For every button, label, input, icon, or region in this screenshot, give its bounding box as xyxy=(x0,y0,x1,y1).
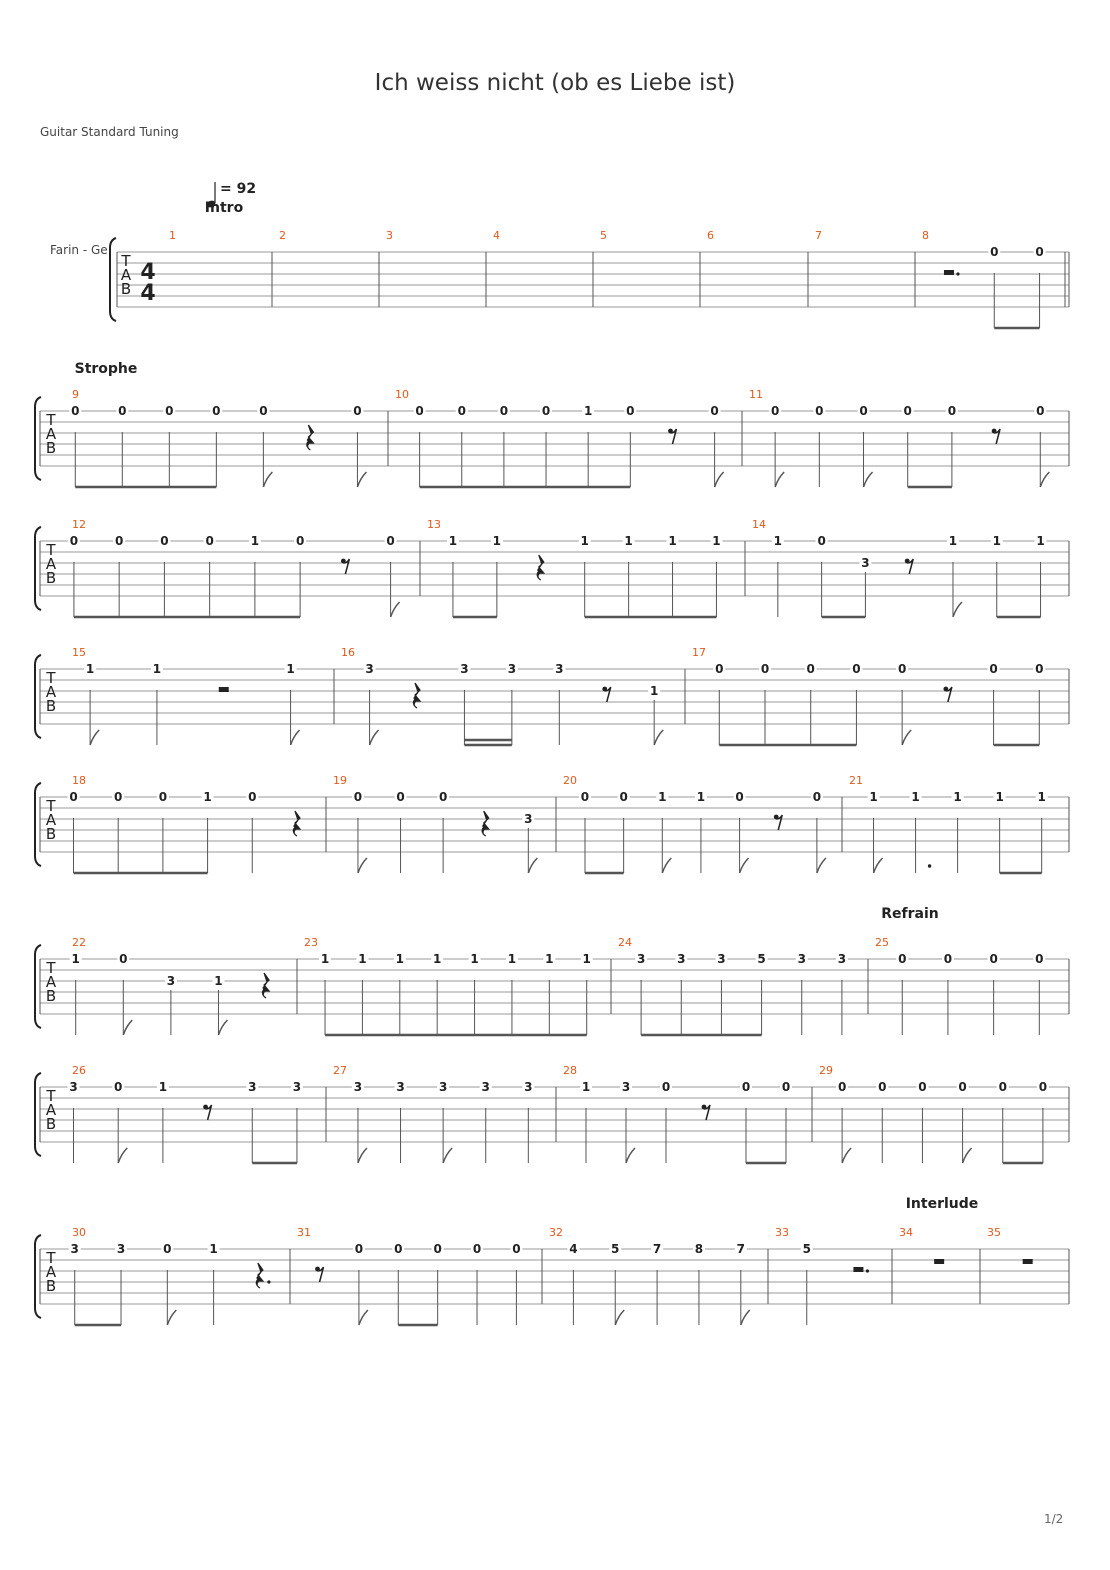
rest-dot xyxy=(956,272,959,275)
measure-number: 2 xyxy=(279,229,286,242)
fret-number: 0 xyxy=(353,790,363,804)
fret-number: 0 xyxy=(69,790,78,804)
fret-number: 1 xyxy=(85,662,95,676)
measure-number: 25 xyxy=(875,936,889,949)
fret-number: 5 xyxy=(802,1242,811,1256)
measure-number: 8 xyxy=(922,229,929,242)
measure-number: 31 xyxy=(297,1226,311,1239)
fret-number: 0 xyxy=(415,404,424,418)
eighth-flag xyxy=(263,472,272,487)
fret-number: 7 xyxy=(652,1242,662,1256)
tab-clef-letter: T xyxy=(121,252,131,270)
fret-number: 3 xyxy=(797,952,806,966)
fret-number: 0 xyxy=(158,790,168,804)
fret-number: 1 xyxy=(214,974,223,988)
eighth-flag xyxy=(902,730,911,745)
fret-number: 0 xyxy=(71,404,80,418)
fret-number: 1 xyxy=(658,790,667,804)
fret-number: 3 xyxy=(621,1080,631,1094)
fret-number: 1 xyxy=(158,1080,168,1094)
measure-number: 22 xyxy=(72,936,86,949)
measure-number: 19 xyxy=(333,774,347,787)
fret-number: 0 xyxy=(990,245,999,259)
fret-number: 1 xyxy=(448,534,458,548)
fret-number: 1 xyxy=(1036,534,1045,548)
measure-number: 30 xyxy=(72,1226,86,1239)
fret-number: 1 xyxy=(583,404,593,418)
tab-clef-letter: B xyxy=(45,1277,57,1295)
tab-clef-letter: T xyxy=(46,1087,56,1105)
measure-number: 16 xyxy=(341,646,355,659)
tab-clef-letter: A xyxy=(45,425,57,443)
eighth-flag xyxy=(775,472,784,487)
fret-number: 1 xyxy=(203,790,212,804)
fret-number: 4 xyxy=(569,1242,578,1256)
fret-number: 1 xyxy=(649,684,659,698)
fret-number: 3 xyxy=(396,1080,405,1094)
eighth-flag xyxy=(1040,472,1049,487)
eighth-flag xyxy=(118,1148,127,1163)
eighth-flag xyxy=(167,1310,176,1325)
quarter-rest xyxy=(256,1263,263,1288)
fret-number: 0 xyxy=(715,662,724,676)
tab-clef-letter: A xyxy=(45,973,57,991)
fret-number: 0 xyxy=(989,662,998,676)
tab-clef-letter: A xyxy=(45,555,57,573)
fret-number: 0 xyxy=(386,534,395,548)
eighth-flag xyxy=(615,1310,624,1325)
eighth-flag xyxy=(291,730,300,745)
measure-number: 21 xyxy=(849,774,863,787)
fret-number: 1 xyxy=(911,790,920,804)
measure-number: 18 xyxy=(72,774,86,787)
fret-number: 0 xyxy=(541,404,551,418)
instrument-name: Farin - Ge xyxy=(50,243,108,257)
fret-number: 5 xyxy=(611,1242,620,1256)
tab-clef-letter: B xyxy=(45,987,57,1005)
fret-number: 0 xyxy=(114,790,123,804)
eighth-flag xyxy=(842,1148,851,1163)
fret-number: 0 xyxy=(259,404,268,418)
time-signature-bottom: 4 xyxy=(140,281,156,306)
fret-number: 0 xyxy=(770,404,780,418)
measure-number: 11 xyxy=(749,388,763,401)
quarter-rest xyxy=(413,683,420,708)
fret-number: 0 xyxy=(878,1080,887,1094)
fret-number: 1 xyxy=(773,534,783,548)
section-label: Strophe xyxy=(74,361,138,377)
fret-number: 3 xyxy=(507,662,517,676)
measure-number: 6 xyxy=(707,229,714,242)
tab-clef-letter: B xyxy=(120,280,132,298)
eighth-flag xyxy=(654,730,663,745)
fret-number: 0 xyxy=(781,1080,791,1094)
measure-number: 33 xyxy=(775,1226,789,1239)
fret-number: 1 xyxy=(995,790,1004,804)
tuning-label: Guitar Standard Tuning xyxy=(40,125,179,139)
fret-number: 0 xyxy=(661,1080,671,1094)
tab-clef-letter: A xyxy=(45,1263,57,1281)
fret-number: 3 xyxy=(717,952,726,966)
tab-clef-letter: B xyxy=(45,569,57,587)
fret-number: 0 xyxy=(212,404,221,418)
measure-number: 14 xyxy=(752,518,766,531)
fret-number: 0 xyxy=(897,662,907,676)
fret-number: 0 xyxy=(165,404,174,418)
tab-clef-letter: T xyxy=(46,797,56,815)
fret-number: 1 xyxy=(432,952,442,966)
eighth-flag xyxy=(740,858,749,873)
fret-number: 7 xyxy=(736,1242,745,1256)
eighth-flag xyxy=(662,858,671,873)
eighth-flag xyxy=(874,858,883,873)
song-title: Ich weiss nicht (ob es Liebe ist) xyxy=(374,70,736,96)
fret-number: 0 xyxy=(114,534,124,548)
measure-number: 23 xyxy=(304,936,318,949)
tab-clef-letter: A xyxy=(45,1101,57,1119)
measure-number: 4 xyxy=(493,229,500,242)
section-label: Refrain xyxy=(881,906,939,922)
fret-number: 3 xyxy=(248,1080,257,1094)
eighth-flag xyxy=(359,1310,368,1325)
fret-number: 3 xyxy=(365,662,374,676)
fret-number: 0 xyxy=(295,534,305,548)
eighth-flag xyxy=(953,602,962,617)
fret-number: 0 xyxy=(69,534,79,548)
tab-clef-letter: B xyxy=(45,439,57,457)
fret-number: 0 xyxy=(118,404,127,418)
measure-number: 17 xyxy=(692,646,706,659)
measure-number: 3 xyxy=(386,229,393,242)
measure-number: 29 xyxy=(819,1064,833,1077)
fret-number: 1 xyxy=(492,534,502,548)
eighth-flag xyxy=(357,472,366,487)
fret-number: 8 xyxy=(694,1242,704,1256)
fret-number: 1 xyxy=(152,662,162,676)
quarter-rest xyxy=(482,811,489,836)
fret-number: 3 xyxy=(292,1080,302,1094)
eighth-flag xyxy=(741,1310,750,1325)
system-bracket xyxy=(110,238,116,321)
tab-clef-letter: T xyxy=(46,541,56,559)
fret-number: 3 xyxy=(524,1080,533,1094)
measure-number: 34 xyxy=(899,1226,913,1239)
fret-number: 1 xyxy=(582,952,591,966)
fret-number: 1 xyxy=(624,534,633,548)
fret-number: 1 xyxy=(1037,790,1046,804)
fret-number: 0 xyxy=(817,534,826,548)
eighth-flag xyxy=(358,858,367,873)
tab-clef-letter: B xyxy=(45,1115,57,1133)
fret-number: 3 xyxy=(837,952,847,966)
fret-number: 0 xyxy=(898,952,907,966)
fret-number: 3 xyxy=(69,1080,78,1094)
fret-number: 1 xyxy=(320,952,330,966)
fret-number: 0 xyxy=(1035,662,1044,676)
whole-rest xyxy=(1023,1259,1033,1264)
eighth-flag xyxy=(963,1148,972,1163)
fret-number: 1 xyxy=(581,1080,591,1094)
rest-dot xyxy=(866,1269,869,1272)
fret-number: 0 xyxy=(1035,952,1044,966)
measure-number: 1 xyxy=(169,229,176,242)
fret-number: 0 xyxy=(354,1242,364,1256)
fret-number: 0 xyxy=(114,1080,123,1094)
fret-number: 1 xyxy=(992,534,1001,548)
fret-number: 3 xyxy=(438,1080,448,1094)
tempo-marking: = 92 xyxy=(220,181,257,197)
tab-clef-letter: T xyxy=(46,411,56,429)
eighth-flag xyxy=(817,858,826,873)
fret-number: 1 xyxy=(545,952,554,966)
eighth-flag xyxy=(626,1148,635,1163)
tab-clef-letter: T xyxy=(46,1249,56,1267)
eighth-flag xyxy=(391,602,400,617)
quarter-rest xyxy=(262,973,269,998)
tab-clef-letter: B xyxy=(45,697,57,715)
section-label: Intro xyxy=(204,200,244,216)
half-rest xyxy=(853,1267,863,1272)
fret-number: 0 xyxy=(852,662,861,676)
quarter-rest xyxy=(537,555,544,580)
fret-number: 0 xyxy=(394,1242,403,1256)
fret-number: 1 xyxy=(507,952,517,966)
eighth-flag xyxy=(90,730,99,745)
tab-clef-letter: T xyxy=(46,959,56,977)
fret-number: 3 xyxy=(460,662,469,676)
fret-number: 0 xyxy=(859,404,868,418)
section-label: Interlude xyxy=(905,1196,979,1212)
fret-number: 3 xyxy=(861,556,870,570)
half-rest xyxy=(219,687,229,692)
fret-number: 0 xyxy=(619,790,628,804)
eighth-flag xyxy=(443,1148,452,1163)
measure-number: 26 xyxy=(72,1064,86,1077)
whole-rest xyxy=(934,1259,944,1264)
fret-number: 1 xyxy=(209,1242,218,1256)
fret-number: 0 xyxy=(760,662,770,676)
fret-number: 1 xyxy=(395,952,404,966)
fret-number: 0 xyxy=(837,1080,847,1094)
measure-number: 7 xyxy=(815,229,822,242)
fret-number: 3 xyxy=(116,1242,126,1256)
fret-number: 0 xyxy=(735,790,744,804)
fret-number: 0 xyxy=(958,1080,967,1094)
quarter-rest xyxy=(293,811,300,836)
fret-number: 0 xyxy=(119,952,128,966)
fret-number: 3 xyxy=(70,1242,79,1256)
fret-number: 0 xyxy=(1036,404,1045,418)
eighth-flag xyxy=(218,1020,227,1035)
fret-number: 0 xyxy=(741,1080,751,1094)
rest-dot xyxy=(267,1280,270,1283)
fret-number: 0 xyxy=(918,1080,927,1094)
measure-number: 20 xyxy=(563,774,577,787)
fret-number: 0 xyxy=(815,404,824,418)
tab-clef-letter: A xyxy=(45,683,57,701)
fret-number: 0 xyxy=(499,404,509,418)
fret-number: 0 xyxy=(710,404,719,418)
fret-number: 0 xyxy=(580,790,590,804)
fret-number: 0 xyxy=(512,1242,521,1256)
measure-number: 12 xyxy=(72,518,86,531)
fret-number: 0 xyxy=(806,662,815,676)
fret-number: 1 xyxy=(712,534,721,548)
fret-number: 0 xyxy=(989,952,998,966)
eighth-flag xyxy=(370,730,379,745)
fret-number: 0 xyxy=(1035,245,1044,259)
fret-number: 0 xyxy=(396,790,405,804)
fret-number: 0 xyxy=(626,404,635,418)
fret-number: 0 xyxy=(472,1242,482,1256)
measure-number: 10 xyxy=(395,388,409,401)
fret-number: 1 xyxy=(358,952,367,966)
fret-number: 1 xyxy=(668,534,677,548)
fret-number: 3 xyxy=(677,952,686,966)
half-rest xyxy=(944,270,954,275)
fret-number: 1 xyxy=(470,952,479,966)
measure-number: 9 xyxy=(72,388,79,401)
page-number: 1/2 xyxy=(1044,1512,1064,1526)
fret-number: 0 xyxy=(248,790,257,804)
measure-number: 15 xyxy=(72,646,86,659)
measure-number: 35 xyxy=(987,1226,1001,1239)
eighth-flag xyxy=(715,472,724,487)
measure-number: 28 xyxy=(563,1064,577,1077)
measure-number: 5 xyxy=(600,229,607,242)
fret-number: 3 xyxy=(524,812,533,826)
duration-dot xyxy=(928,864,931,867)
fret-number: 3 xyxy=(481,1080,490,1094)
fret-number: 3 xyxy=(166,974,176,988)
time-signature-top: 4 xyxy=(140,260,156,285)
fret-number: 1 xyxy=(696,790,706,804)
measure-number: 32 xyxy=(549,1226,563,1239)
tab-clef-letter: A xyxy=(45,811,57,829)
eighth-flag xyxy=(864,472,873,487)
fret-number: 0 xyxy=(903,404,912,418)
fret-number: 3 xyxy=(636,952,646,966)
fret-number: 1 xyxy=(948,534,958,548)
eighth-flag xyxy=(528,858,537,873)
fret-number: 0 xyxy=(457,404,466,418)
fret-number: 0 xyxy=(433,1242,442,1256)
fret-number: 0 xyxy=(943,952,953,966)
eighth-flag xyxy=(358,1148,367,1163)
fret-number: 0 xyxy=(998,1080,1007,1094)
fret-number: 1 xyxy=(71,952,80,966)
fret-number: 3 xyxy=(555,662,564,676)
tab-clef-letter: A xyxy=(120,266,132,284)
fret-number: 0 xyxy=(438,790,448,804)
measure-number: 27 xyxy=(333,1064,347,1077)
fret-number: 1 xyxy=(286,662,295,676)
eighth-flag xyxy=(123,1020,132,1035)
tab-clef-letter: T xyxy=(46,669,56,687)
fret-number: 1 xyxy=(869,790,878,804)
tab-clef-letter: B xyxy=(45,825,57,843)
fret-number: 1 xyxy=(250,534,260,548)
fret-number: 5 xyxy=(757,952,766,966)
fret-number: 3 xyxy=(353,1080,363,1094)
measure-number: 13 xyxy=(427,518,441,531)
fret-number: 0 xyxy=(812,790,822,804)
fret-number: 0 xyxy=(163,1242,172,1256)
fret-number: 1 xyxy=(580,534,589,548)
fret-number: 1 xyxy=(953,790,962,804)
measure-number: 24 xyxy=(618,936,632,949)
fret-number: 0 xyxy=(947,404,957,418)
quarter-rest xyxy=(307,425,314,450)
fret-number: 0 xyxy=(205,534,214,548)
fret-number: 0 xyxy=(160,534,169,548)
fret-number: 0 xyxy=(353,404,362,418)
fret-number: 0 xyxy=(1038,1080,1048,1094)
